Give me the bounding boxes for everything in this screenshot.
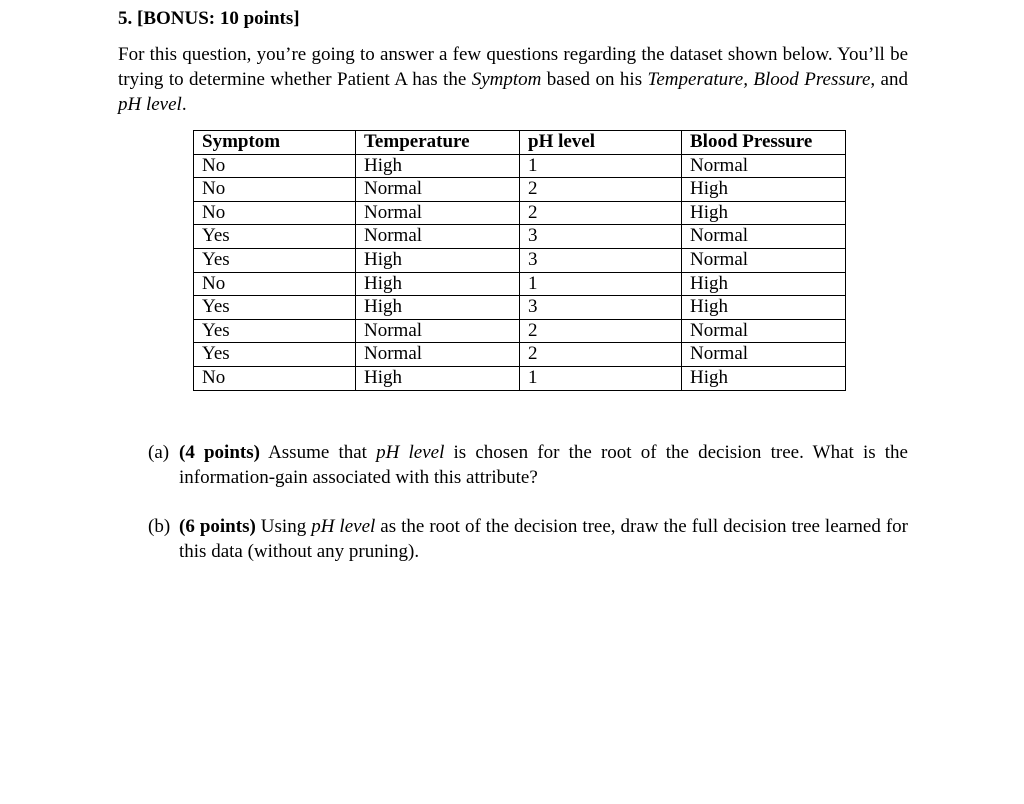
question-a-text-1: Assume that — [259, 442, 377, 463]
cell-ph-level: 1 — [520, 366, 682, 390]
cell-symptom: No — [194, 178, 356, 202]
table-row — [194, 296, 846, 320]
cell-temperature: Normal — [356, 201, 520, 225]
cell-blood-pressure: Normal — [682, 319, 846, 343]
table-row — [194, 178, 846, 202]
header-temperature: Temperature — [356, 131, 520, 155]
cell-ph-level: 2 — [520, 319, 682, 343]
cell-blood-pressure: High — [682, 201, 846, 225]
cell-temperature: High — [356, 154, 520, 178]
cell-temperature: High — [356, 248, 520, 272]
table-row — [194, 248, 846, 272]
question-a-emph-ph: pH level — [376, 442, 445, 463]
question-b-label: (b) — [148, 516, 171, 537]
cell-ph-level: 2 — [520, 201, 682, 225]
question-a-text-2: is chosen for the root of the decision tree. What is the information-gain associated with this attribute? — [179, 442, 908, 488]
question-b-text-2: as the root of the decision tree, draw the full decision tree learned for this data (without any pruning). — [179, 516, 908, 562]
question-b-text — [179, 514, 908, 564]
cell-ph-level: 3 — [520, 248, 682, 272]
intro-paragraph — [118, 42, 908, 117]
intro-text-1: For this question, you’re going to answer a few questions regarding the dataset shown below. You’ll be trying to determine whether Patient A has the — [118, 44, 908, 90]
cell-ph-level: 2 — [520, 343, 682, 367]
cell-ph-level: 2 — [520, 178, 682, 202]
table-row — [194, 319, 846, 343]
cell-symptom: No — [194, 154, 356, 178]
cell-ph-level: 3 — [520, 225, 682, 249]
question-b-points: (6 points) — [179, 516, 256, 537]
cell-ph-level: 3 — [520, 296, 682, 320]
cell-symptom: No — [194, 366, 356, 390]
intro-emph-ph: pH level — [118, 94, 182, 115]
question-a — [148, 440, 908, 490]
cell-temperature: High — [356, 272, 520, 296]
dataset-table — [193, 130, 846, 391]
table-row — [194, 201, 846, 225]
table-row — [194, 366, 846, 390]
table-row — [194, 225, 846, 249]
cell-blood-pressure: High — [682, 272, 846, 296]
intro-emph-temp-bp: Temperature, Blood Pressure — [647, 69, 871, 90]
cell-symptom: Yes — [194, 248, 356, 272]
table-row — [194, 154, 846, 178]
question-a-points: (4 points) — [179, 442, 260, 463]
cell-blood-pressure: High — [682, 366, 846, 390]
cell-ph-level: 1 — [520, 154, 682, 178]
cell-symptom: Yes — [194, 319, 356, 343]
cell-temperature: Normal — [356, 319, 520, 343]
table-row — [194, 343, 846, 367]
cell-ph-level: 1 — [520, 272, 682, 296]
question-heading: 5. [BONUS: 10 points] — [118, 8, 300, 29]
question-b — [148, 514, 908, 564]
cell-blood-pressure: High — [682, 296, 846, 320]
header-symptom: Symptom — [194, 131, 356, 155]
cell-symptom: No — [194, 201, 356, 225]
table-header-row — [194, 131, 846, 155]
cell-symptom: Yes — [194, 225, 356, 249]
cell-symptom: Yes — [194, 296, 356, 320]
intro-emph-symptom: Symptom — [471, 69, 542, 90]
question-b-emph-ph: pH level — [311, 516, 376, 537]
cell-temperature: Normal — [356, 343, 520, 367]
cell-blood-pressure: High — [682, 178, 846, 202]
cell-temperature: High — [356, 296, 520, 320]
intro-text-4: . — [181, 94, 187, 115]
cell-temperature: High — [356, 366, 520, 390]
cell-blood-pressure: Normal — [682, 343, 846, 367]
table-row — [194, 272, 846, 296]
question-a-label: (a) — [148, 442, 170, 463]
cell-temperature: Normal — [356, 225, 520, 249]
question-a-text — [179, 440, 908, 490]
cell-blood-pressure: Normal — [682, 154, 846, 178]
header-blood-pressure: Blood Pressure — [682, 131, 846, 155]
header-ph-level: pH level — [520, 131, 682, 155]
cell-symptom: Yes — [194, 343, 356, 367]
intro-text-3: , and — [870, 69, 908, 90]
cell-blood-pressure: Normal — [682, 225, 846, 249]
cell-blood-pressure: Normal — [682, 248, 846, 272]
question-b-text-1: Using — [255, 516, 312, 537]
intro-text-2: based on his — [541, 69, 648, 90]
cell-symptom: No — [194, 272, 356, 296]
cell-temperature: Normal — [356, 178, 520, 202]
